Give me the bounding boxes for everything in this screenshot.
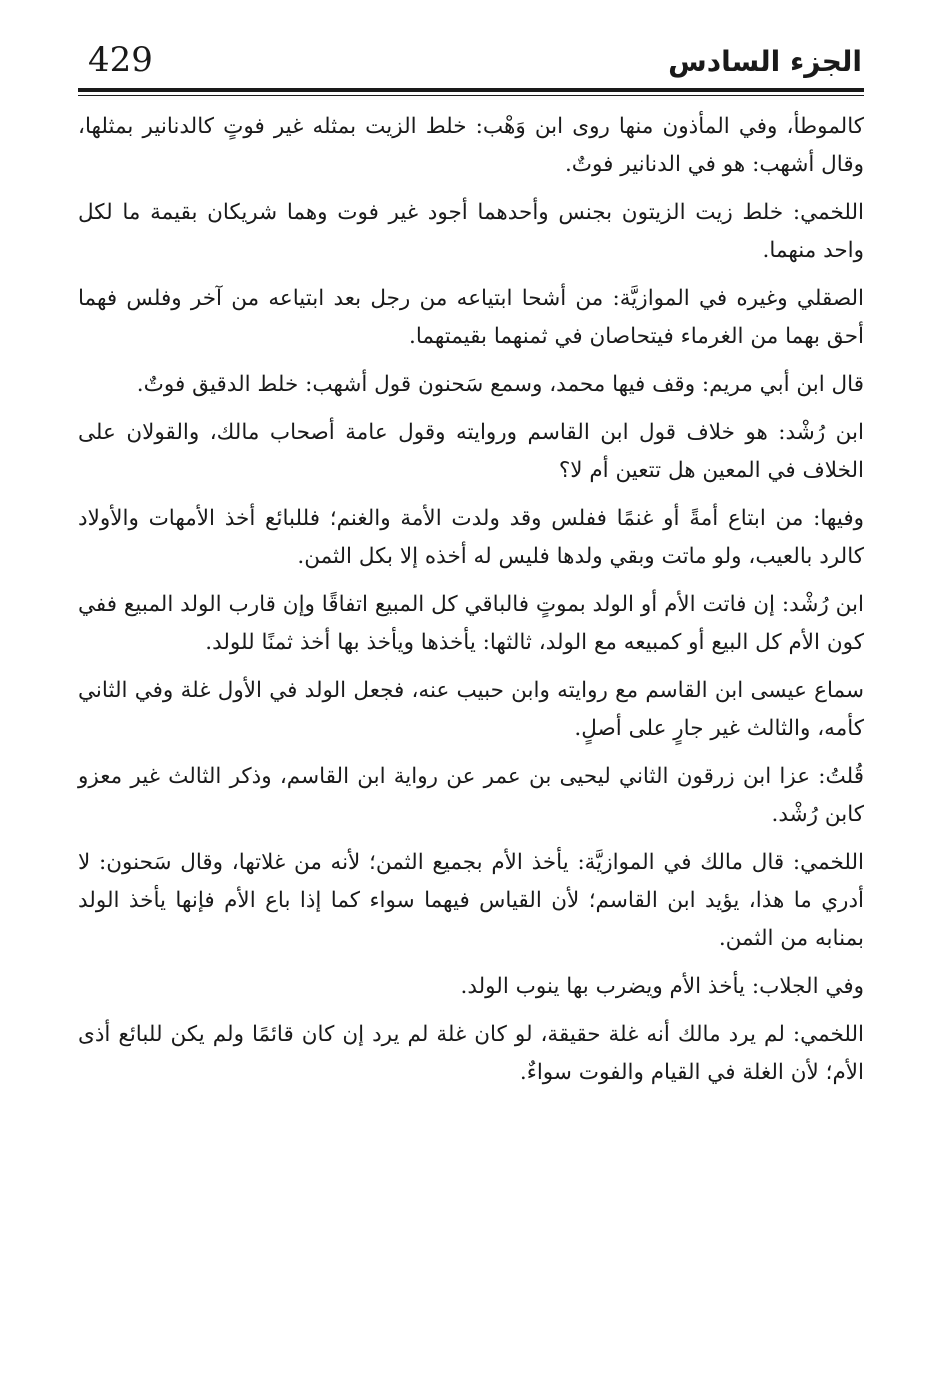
paragraph: قال ابن أبي مريم: وقف فيها محمد، وسمع سَحنون قول أشهب: خلط الدقيق فوتٌ. xyxy=(136,372,864,397)
header-rule-thick xyxy=(78,88,864,92)
paragraph: اللخمي: خلط زيت الزيتون بجنس وأحدهما أجود غير فوت وهما شريكان بقيمة ما لكل واحد منهما. xyxy=(78,200,864,263)
paragraph: اللخمي: قال مالك في الموازيَّة: يأخذ الأم بجميع الثمن؛ لأنه من غلاتها، وقال سَحنون: لا أدري ما هذا، يؤيد ابن القاسم؛ لأن القياس فيهما سواء كما إذا باع الأم فإنها يأخذ الولد بمنابه من الثمن. xyxy=(78,850,864,951)
section-title: الجزء السادس xyxy=(668,45,862,78)
paragraph: سماع عيسى ابن القاسم مع روايته وابن حبيب عنه، فجعل الولد في الأول غلة وفي الثاني كأمه، والثالث غير جارٍ على أصلٍ. xyxy=(78,678,864,741)
body-text xyxy=(78,108,864,1092)
paragraph: وفي الجلاب: يأخذ الأم ويضرب بها ينوب الولد. xyxy=(460,974,864,999)
paragraph: كالموطأ، وفي المأذون منها روى ابن وَهْب: خلط الزيت بمثله غير فوتٍ كالدنانير بمثلها، وقال أشهب: هو في الدنانير فوتٌ. xyxy=(78,114,864,177)
paragraph: وفيها: من ابتاع أمةً أو غنمًا ففلس وقد ولدت الأمة والغنم؛ فللبائع أخذ الأمهات والأولاد كالرد بالعيب، ولو ماتت وبقي ولدها فليس له أخذه إلا بكل الثمن. xyxy=(78,506,864,569)
page-number: 429 xyxy=(88,40,153,80)
paragraph: ابن رُشْد: هو خلاف قول ابن القاسم وروايته وقول عامة أصحاب مالك، والقولان على الخلاف في المعين هل تتعين أم لا؟ xyxy=(78,420,864,483)
header-rule-thin xyxy=(78,95,864,96)
page-header xyxy=(78,34,864,86)
book-page xyxy=(78,34,864,1364)
paragraph: ابن رُشْد: إن فاتت الأم أو الولد بموتٍ فالباقي كل المبيع اتفاقًا وإن قارب الولد المبيع ففي كون الأم كل البيع أو كمبيعه مع الولد، ثالثها: يأخذها ويأخذ بها أخذ ثمنًا للولد. xyxy=(78,592,864,655)
paragraph: اللخمي: لم يرد مالك أنه غلة حقيقة، لو كان غلة لم يرد إن كان قائمًا ولم يكن للبائع أذى الأم؛ لأن الغلة في القيام والفوت سواءٌ. xyxy=(78,1022,864,1085)
paragraph: قُلتُ: عزا ابن زرقون الثاني ليحيى بن عمر عن رواية ابن القاسم، وذكر الثالث غير معزو كابن رُشْد. xyxy=(78,764,864,827)
paragraph: الصقلي وغيره في الموازيَّة: من أشحا ابتياعه من رجل بعد ابتياعه من آخر وفلس فهما أحق بهما من الغرماء فيتحاصان في ثمنهما بقيمتهما. xyxy=(78,286,864,349)
